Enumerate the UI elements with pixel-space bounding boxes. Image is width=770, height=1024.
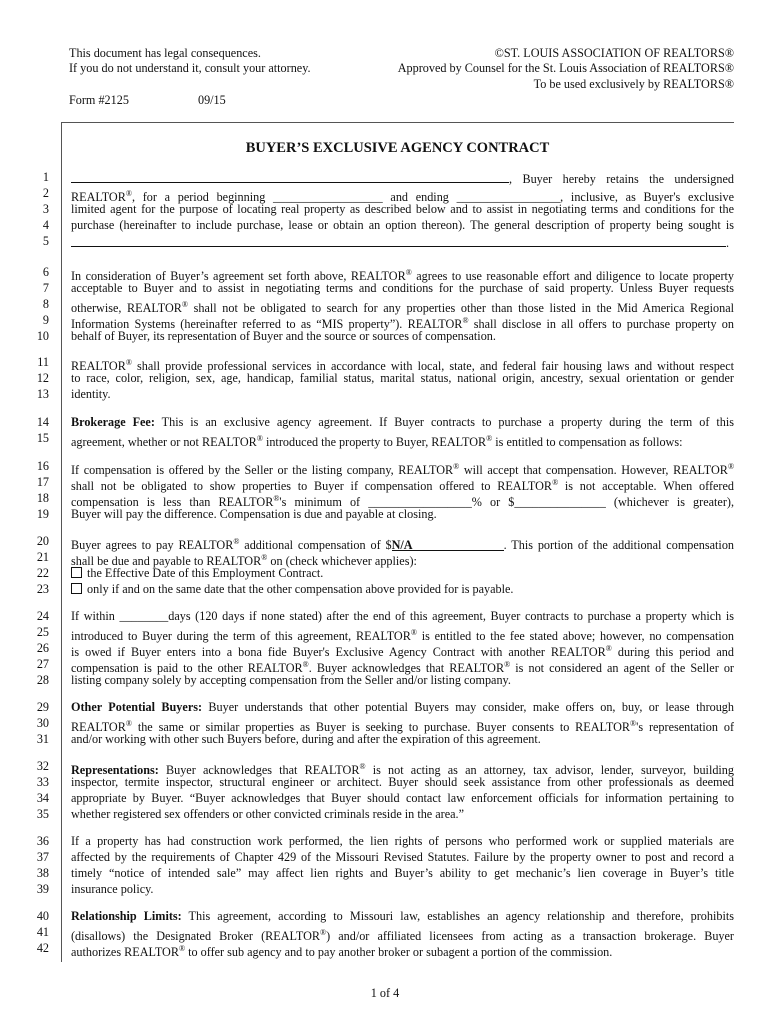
line-text: introduced to Buyer during the term of this agreement, REALTOR® is entitled to the fee stated above; however, no compensation — [71, 628, 734, 644]
contract-line — [0, 866, 770, 882]
contract-line — [0, 313, 770, 332]
additional-compensation-field[interactable]: N/A — [392, 538, 504, 551]
line-number: 27 — [36, 657, 49, 671]
form-date: 09/15 — [197, 93, 226, 107]
section-heading: Brokerage Fee: — [71, 415, 155, 429]
section-heading: Representations: — [71, 763, 159, 778]
contract-line — [0, 732, 770, 748]
contract-line — [0, 909, 770, 925]
blank-field[interactable] — [71, 234, 726, 247]
contract-line — [0, 550, 770, 569]
line-text: is owed if Buyer enters into a bona fide Buyer's Exclusive Agency Contract with another REALTOR® during this period and — [71, 644, 734, 660]
line-number: 2 — [42, 186, 49, 200]
line-text: If within ________days (120 days if none stated) after the end of this agreement, Buyer contracts to purchase a property which is — [71, 609, 734, 623]
line-text: , Buyer hereby retains the undersigned — [71, 170, 734, 188]
association-notice-line-3: To be used exclusively by REALTORS® — [533, 76, 734, 91]
contract-line — [0, 609, 770, 625]
line-text: to race, color, religion, sex, age, handicap, familial status, marital status, national origin, ancestry, sexual orientation or gender — [71, 371, 734, 385]
line-text: and/or working with other such Buyers before, during and after the expiration of this agreement. — [71, 732, 541, 746]
line-text: inspector, termite inspector, structural engineer or architect. Buyer should seek assistance from other professionals as deemed — [71, 775, 734, 789]
line-number: 30 — [36, 716, 49, 730]
line-text: If a property has had construction work performed, the lien rights of persons who performed work or supplied materials are — [71, 834, 734, 848]
line-number: 5 — [42, 234, 49, 248]
line-number: 22 — [36, 566, 49, 580]
line-text: only if and on the same date that the other compensation above provided for is payable. — [71, 582, 734, 598]
line-number: 12 — [36, 371, 49, 385]
line-text: Relationship Limits: This agreement, according to Missouri law, establishes an agency relationship and therefore, prohibits — [71, 909, 734, 923]
line-number: 38 — [36, 866, 49, 880]
line-text: . — [71, 234, 734, 252]
header-divider — [61, 122, 734, 123]
line-number: 14 — [36, 415, 49, 429]
line-number: 26 — [36, 641, 49, 655]
line-number: 8 — [42, 297, 49, 311]
form-identifier — [69, 93, 226, 108]
document-title: BUYER’S EXCLUSIVE AGENCY CONTRACT — [245, 140, 550, 156]
blank-field[interactable] — [71, 170, 509, 183]
contract-line — [0, 759, 770, 778]
section-heading: Relationship Limits: — [71, 909, 182, 923]
line-number: 28 — [36, 673, 49, 687]
line-number: 42 — [36, 941, 49, 955]
legal-notice-line-2: If you do not understand it, consult your attorney. — [69, 61, 311, 76]
contract-line — [0, 941, 770, 960]
line-text: acceptable to Buyer and to assist in negotiating terms and conditions for the purchase of said property. Unless Buyer requests — [71, 281, 734, 295]
line-number: 41 — [36, 925, 49, 939]
section-heading: Other Potential Buyers: — [71, 700, 203, 714]
line-text: purchase (hereinafter to include purchase, lease or obtain an option thereon). The general description of property being sought is — [71, 218, 734, 232]
line-number: 3 — [42, 202, 49, 216]
line-number: 7 — [42, 281, 49, 295]
line-text: behalf of Buyer, its representation of Buyer and the source or sources of compensation. — [71, 329, 496, 343]
line-number: 24 — [36, 609, 49, 623]
contract-line — [0, 186, 770, 205]
contract-line — [0, 673, 770, 689]
line-number: 25 — [36, 625, 49, 639]
contract-line — [0, 925, 770, 944]
line-text: If compensation is offered by the Seller or the listing company, REALTOR® will accept that compensation. However, REALTOR® — [71, 462, 734, 478]
line-text: REALTOR® the same or similar properties as Buyer is seeking to purchase. Buyer consents to REALTOR®'s representation of — [71, 719, 734, 735]
line-number: 16 — [36, 459, 49, 473]
line-text: the Effective Date of this Employment Contract. — [71, 566, 734, 582]
contract-line — [0, 775, 770, 791]
line-text: compensation is paid to the other REALTOR®. Buyer acknowledges that REALTOR® is not considered an agent of the Seller or — [71, 660, 734, 676]
line-number: 11 — [37, 355, 49, 369]
line-number: 23 — [36, 582, 49, 596]
page-number: 1 of 4 — [370, 986, 400, 1000]
line-text: Representations: Buyer acknowledges that REALTOR® is not acting as an attorney, tax advisor, lender, surveyor, building — [71, 762, 734, 778]
contract-line — [0, 882, 770, 898]
contract-line — [0, 834, 770, 850]
line-text: Other Potential Buyers: Buyer understands that other potential Buyers may consider, make offers on, buy, or lease through — [71, 700, 734, 714]
line-text: Buyer will pay the difference. Compensation is due and payable at closing. — [71, 507, 437, 521]
line-number: 32 — [36, 759, 49, 773]
line-number: 21 — [36, 550, 49, 564]
contract-line — [0, 475, 770, 494]
line-number: 35 — [36, 807, 49, 821]
contract-line — [0, 297, 770, 316]
line-text: limited agent for the purpose of locating real property as described below and to assist in negotiating terms and conditions for the — [71, 202, 734, 216]
contract-line — [0, 218, 770, 234]
legal-notice — [69, 46, 311, 77]
line-number: 40 — [36, 909, 49, 923]
line-text: (disallows) the Designated Broker (REALTOR®) and/or affiliated licensees from acting as a transaction brokerage. Buyer — [71, 928, 734, 944]
line-text: listing company solely by accepting compensation from the Seller and/or listing company. — [71, 673, 511, 687]
line-number: 31 — [36, 732, 49, 746]
line-text: REALTOR® shall provide professional services in accordance with local, state, and federal fair housing laws and without respect — [71, 358, 734, 374]
line-number: 4 — [42, 218, 49, 232]
contract-line — [0, 700, 770, 716]
checkbox[interactable] — [71, 567, 82, 578]
contract-line — [0, 281, 770, 297]
contract-line — [0, 202, 770, 218]
contract-line — [0, 265, 770, 284]
line-text: timely “notice of intended sale” may affect lien rights and Buyer’s ability to get mechanic’s lien coverage in Buyer’s title — [71, 866, 734, 880]
contract-line — [0, 371, 770, 387]
line-number: 19 — [36, 507, 49, 521]
contract-line — [0, 807, 770, 823]
contract-line — [0, 641, 770, 660]
line-number: 37 — [36, 850, 49, 864]
line-number: 9 — [42, 313, 49, 327]
contract-line — [0, 625, 770, 644]
contract-line — [0, 355, 770, 374]
line-number: 36 — [36, 834, 49, 848]
checkbox[interactable] — [71, 583, 82, 594]
line-text: In consideration of Buyer’s agreement set forth above, REALTOR® agrees to use reasonable effort and diligence to locate property — [71, 268, 734, 284]
line-text: authorizes REALTOR® to offer sub agency and to pay another broker or subagent a portion of the commission. — [71, 944, 613, 960]
contract-line — [0, 387, 770, 403]
contract-line — [0, 415, 770, 431]
line-text: identity. — [71, 387, 111, 401]
association-notice-line-1: ©ST. LOUIS ASSOCIATION OF REALTORS® — [494, 46, 734, 60]
line-number: 34 — [36, 791, 49, 805]
line-number: 20 — [36, 534, 49, 548]
contract-line — [0, 459, 770, 478]
contract-line — [0, 431, 770, 450]
line-text: shall not be obligated to show properties to Buyer if compensation offered to REALTOR® is not acceptable. When offered — [71, 478, 734, 494]
line-number: 18 — [36, 491, 49, 505]
line-text: REALTOR®, for a period beginning __________________ and ending _________________, inclusive, as Buyer's exclusive — [71, 189, 734, 205]
association-notice-line-2: Approved by Counsel for the St. Louis Association of REALTORS® — [397, 61, 734, 76]
form-number: Form #2125 — [69, 93, 129, 107]
line-number: 6 — [42, 265, 49, 279]
line-text: otherwise, REALTOR® shall not be obligated to search for any properties other than those listed in the Mid America Regional — [71, 300, 734, 316]
line-text: agreement, whether or not REALTOR® introduced the property to Buyer, REALTOR® is entitled to compensation as follows: — [71, 434, 683, 450]
association-notice — [398, 46, 734, 92]
contract-line — [0, 491, 770, 510]
line-text: insurance policy. — [71, 882, 154, 896]
line-number: 33 — [36, 775, 49, 789]
contract-line — [0, 170, 770, 186]
line-number: 10 — [36, 329, 49, 343]
line-number: 39 — [36, 882, 49, 896]
line-text: Information Systems (hereinafter referred to as “MIS property”). REALTOR® shall disclose in all offers to purchase property on — [71, 316, 734, 332]
contract-line — [0, 534, 770, 553]
line-text: appropriate by Buyer. “Buyer acknowledges that Buyer should contact law enforcement officials for information pertaining to — [71, 791, 734, 805]
line-number: 17 — [36, 475, 49, 489]
line-text: whether registered sex offenders or other convicted criminals reside in the area.” — [71, 807, 464, 821]
line-number: 13 — [36, 387, 49, 401]
contract-line — [0, 329, 770, 345]
contract-line — [0, 716, 770, 735]
line-text: Brokerage Fee: This is an exclusive agency agreement. If Buyer contracts to purchase a property during the term of this — [71, 415, 734, 429]
contract-line — [0, 507, 770, 523]
contract-line — [0, 850, 770, 866]
line-text: shall be due and payable to REALTOR® on (check whichever applies): — [71, 553, 417, 569]
legal-notice-line-1: This document has legal consequences. — [69, 46, 261, 60]
line-text: affected by the requirements of Chapter 429 of the Missouri Revised Statutes. Failure by the property owner to post and record a — [71, 850, 734, 864]
contract-line — [0, 791, 770, 807]
line-number: 15 — [36, 431, 49, 445]
line-text: compensation is less than REALTOR®'s minimum of _________________% or $_______________ (whichever is greater), — [71, 494, 734, 510]
contract-line — [0, 234, 770, 250]
contract-line — [0, 657, 770, 676]
contract-line — [0, 582, 770, 598]
contract-line — [0, 566, 770, 582]
line-number: 1 — [42, 170, 49, 184]
line-text: Buyer agrees to pay REALTOR® additional compensation of $N/A . This portion of the additional compensation — [71, 537, 734, 553]
line-number: 29 — [36, 700, 49, 714]
